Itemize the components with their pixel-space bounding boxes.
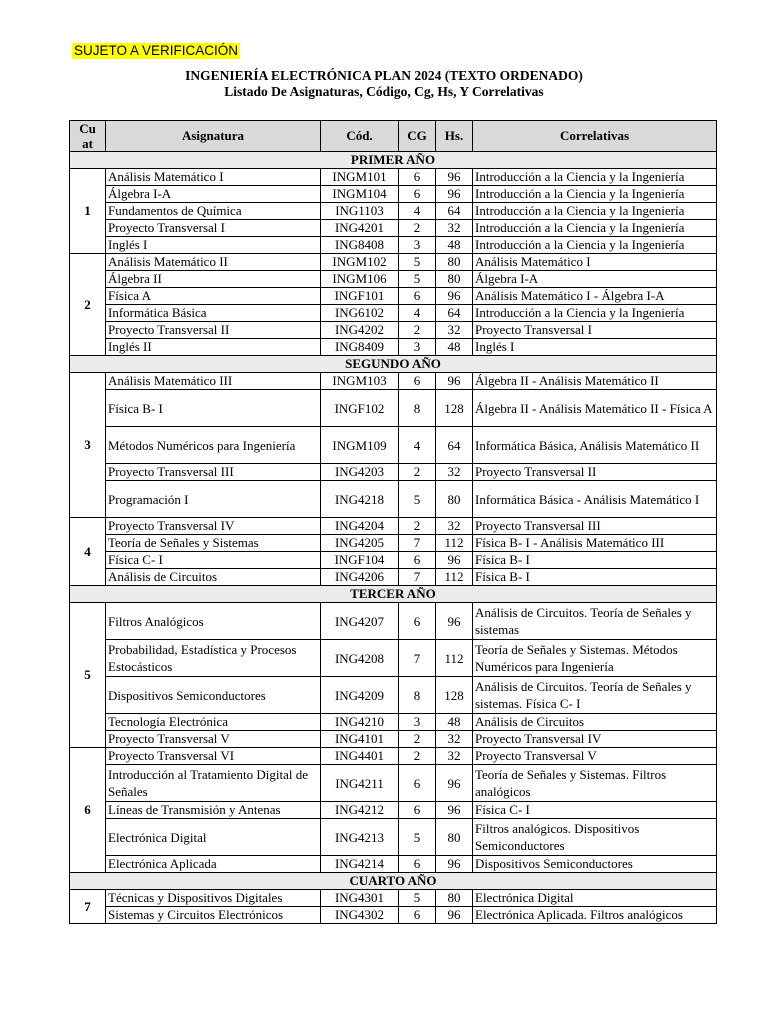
asignatura-cell: Análisis de Circuitos — [106, 569, 321, 586]
codigo-cell: ING4212 — [321, 802, 399, 819]
table-row — [70, 220, 717, 237]
cg-cell: 3 — [399, 237, 436, 254]
cg-cell: 3 — [399, 714, 436, 731]
codigo-cell: ING4101 — [321, 731, 399, 748]
asignatura-cell: Introducción al Tratamiento Digital de Señales — [106, 765, 321, 802]
hs-cell: 64 — [436, 305, 473, 322]
cg-cell: 2 — [399, 731, 436, 748]
codigo-cell: INGF104 — [321, 552, 399, 569]
hs-cell: 96 — [436, 907, 473, 924]
codigo-cell: ING4208 — [321, 640, 399, 677]
cuatrimestre-cell: 6 — [70, 748, 106, 873]
subjects-table — [69, 120, 717, 924]
hs-cell: 32 — [436, 322, 473, 339]
correlativas-cell: Análisis de Circuitos. Teoría de Señales y sistemas. Física C- I — [473, 677, 717, 714]
correlativas-cell: Física B- I — [473, 569, 717, 586]
codigo-cell: ING6102 — [321, 305, 399, 322]
codigo-cell: ING8408 — [321, 237, 399, 254]
table-row — [70, 748, 717, 765]
asignatura-cell: Técnicas y Dispositivos Digitales — [106, 890, 321, 907]
cuatrimestre-cell: 5 — [70, 603, 106, 748]
hs-cell: 96 — [436, 186, 473, 203]
table-row — [70, 819, 717, 856]
table-row — [70, 427, 717, 464]
hs-cell: 80 — [436, 481, 473, 518]
table-row — [70, 677, 717, 714]
asignatura-cell: Teoría de Señales y Sistemas — [106, 535, 321, 552]
table-row — [70, 373, 717, 390]
codigo-cell: ING4202 — [321, 322, 399, 339]
cg-cell: 4 — [399, 203, 436, 220]
year-label: CUARTO AÑO — [70, 873, 717, 890]
table-row — [70, 322, 717, 339]
table-row — [70, 518, 717, 535]
asignatura-cell: Análisis Matemático II — [106, 254, 321, 271]
table-row — [70, 907, 717, 924]
hs-cell: 80 — [436, 819, 473, 856]
cg-cell: 5 — [399, 890, 436, 907]
cg-cell: 8 — [399, 390, 436, 427]
asignatura-cell: Dispositivos Semiconductores — [106, 677, 321, 714]
hs-cell: 96 — [436, 765, 473, 802]
header-cuat: Cu at — [70, 121, 106, 152]
correlativas-cell: Análisis Matemático I - Álgebra I-A — [473, 288, 717, 305]
table-header-row — [70, 121, 717, 152]
year-row — [70, 586, 717, 603]
table-row — [70, 169, 717, 186]
header-cod: Cód. — [321, 121, 399, 152]
table-row — [70, 603, 717, 640]
asignatura-cell: Métodos Numéricos para Ingeniería — [106, 427, 321, 464]
cg-cell: 7 — [399, 535, 436, 552]
table-row — [70, 714, 717, 731]
cg-cell: 6 — [399, 802, 436, 819]
codigo-cell: ING4209 — [321, 677, 399, 714]
asignatura-cell: Física B- I — [106, 390, 321, 427]
asignatura-cell: Álgebra I-A — [106, 186, 321, 203]
correlativas-cell: Álgebra I-A — [473, 271, 717, 288]
correlativas-cell: Análisis Matemático I — [473, 254, 717, 271]
correlativas-cell: Proyecto Transversal IV — [473, 731, 717, 748]
hs-cell: 32 — [436, 220, 473, 237]
hs-cell: 96 — [436, 856, 473, 873]
codigo-cell: ING4210 — [321, 714, 399, 731]
correlativas-cell: Dispositivos Semiconductores — [473, 856, 717, 873]
codigo-cell: ING8409 — [321, 339, 399, 356]
codigo-cell: INGM103 — [321, 373, 399, 390]
correlativas-cell: Introducción a la Ciencia y la Ingeniería — [473, 169, 717, 186]
hs-cell: 64 — [436, 203, 473, 220]
year-label: TERCER AÑO — [70, 586, 717, 603]
codigo-cell: ING4401 — [321, 748, 399, 765]
correlativas-cell: Análisis de Circuitos. Teoría de Señales y sistemas — [473, 603, 717, 640]
table-row — [70, 186, 717, 203]
hs-cell: 96 — [436, 603, 473, 640]
document-title: INGENIERÍA ELECTRÓNICA PLAN 2024 (TEXTO ORDENADO) — [185, 68, 583, 83]
codigo-cell: INGM102 — [321, 254, 399, 271]
year-label: PRIMER AÑO — [70, 152, 717, 169]
cg-cell: 2 — [399, 748, 436, 765]
hs-cell: 32 — [436, 464, 473, 481]
cg-cell: 6 — [399, 373, 436, 390]
cg-cell: 2 — [399, 220, 436, 237]
hs-cell: 96 — [436, 169, 473, 186]
cg-cell: 2 — [399, 464, 436, 481]
correlativas-cell: Álgebra II - Análisis Matemático II — [473, 373, 717, 390]
asignatura-cell: Proyecto Transversal V — [106, 731, 321, 748]
hs-cell: 32 — [436, 748, 473, 765]
cuatrimestre-cell: 4 — [70, 518, 106, 586]
year-row — [70, 152, 717, 169]
cuatrimestre-cell: 3 — [70, 373, 106, 518]
table-body — [70, 152, 717, 924]
codigo-cell: ING4207 — [321, 603, 399, 640]
hs-cell: 80 — [436, 271, 473, 288]
hs-cell: 96 — [436, 552, 473, 569]
asignatura-cell: Tecnología Electrónica — [106, 714, 321, 731]
codigo-cell: ING4204 — [321, 518, 399, 535]
codigo-cell: ING4206 — [321, 569, 399, 586]
document-subtitle: Listado De Asignaturas, Código, Cg, Hs, Y Correlativas — [224, 84, 544, 99]
correlativas-cell: Inglés I — [473, 339, 717, 356]
correlativas-cell: Proyecto Transversal I — [473, 322, 717, 339]
asignatura-cell: Filtros Analógicos — [106, 603, 321, 640]
hs-cell: 112 — [436, 640, 473, 677]
hs-cell: 112 — [436, 535, 473, 552]
correlativas-cell: Proyecto Transversal II — [473, 464, 717, 481]
table-row — [70, 802, 717, 819]
hs-cell: 96 — [436, 373, 473, 390]
hs-cell: 32 — [436, 731, 473, 748]
year-label: SEGUNDO AÑO — [70, 356, 717, 373]
codigo-cell: ING4214 — [321, 856, 399, 873]
table-row — [70, 640, 717, 677]
hs-cell: 48 — [436, 714, 473, 731]
cg-cell: 6 — [399, 288, 436, 305]
correlativas-cell: Álgebra II - Análisis Matemático II - Física A — [473, 390, 717, 427]
hs-cell: 128 — [436, 677, 473, 714]
codigo-cell: INGF102 — [321, 390, 399, 427]
asignatura-cell: Inglés I — [106, 237, 321, 254]
table-row — [70, 254, 717, 271]
correlativas-cell: Teoría de Señales y Sistemas. Filtros analógicos — [473, 765, 717, 802]
asignatura-cell: Álgebra II — [106, 271, 321, 288]
asignatura-cell: Electrónica Aplicada — [106, 856, 321, 873]
table-row — [70, 390, 717, 427]
asignatura-cell: Fundamentos de Química — [106, 203, 321, 220]
correlativas-cell: Electrónica Aplicada. Filtros analógicos — [473, 907, 717, 924]
header-cg: CG — [399, 121, 436, 152]
cg-cell: 4 — [399, 305, 436, 322]
hs-cell: 96 — [436, 802, 473, 819]
codigo-cell: ING4203 — [321, 464, 399, 481]
codigo-cell: INGF101 — [321, 288, 399, 305]
asignatura-cell: Análisis Matemático I — [106, 169, 321, 186]
codigo-cell: ING4201 — [321, 220, 399, 237]
codigo-cell: ING4205 — [321, 535, 399, 552]
cg-cell: 5 — [399, 271, 436, 288]
table-row — [70, 305, 717, 322]
cg-cell: 8 — [399, 677, 436, 714]
correlativas-cell: Proyecto Transversal III — [473, 518, 717, 535]
cg-cell: 5 — [399, 819, 436, 856]
hs-cell: 48 — [436, 237, 473, 254]
correlativas-cell: Análisis de Circuitos — [473, 714, 717, 731]
table-row — [70, 339, 717, 356]
codigo-cell: INGM106 — [321, 271, 399, 288]
table-row — [70, 464, 717, 481]
codigo-cell: ING4213 — [321, 819, 399, 856]
asignatura-cell: Proyecto Transversal II — [106, 322, 321, 339]
cg-cell: 6 — [399, 186, 436, 203]
table-row — [70, 569, 717, 586]
codigo-cell: INGM101 — [321, 169, 399, 186]
correlativas-cell: Informática Básica, Análisis Matemático II — [473, 427, 717, 464]
asignatura-cell: Informática Básica — [106, 305, 321, 322]
table-row — [70, 203, 717, 220]
hs-cell: 64 — [436, 427, 473, 464]
cg-cell: 6 — [399, 552, 436, 569]
cg-cell: 7 — [399, 640, 436, 677]
asignatura-cell: Electrónica Digital — [106, 819, 321, 856]
table-row — [70, 765, 717, 802]
asignatura-cell: Sistemas y Circuitos Electrónicos — [106, 907, 321, 924]
header-asignatura: Asignatura — [106, 121, 321, 152]
codigo-cell: INGM104 — [321, 186, 399, 203]
table-row — [70, 481, 717, 518]
cuatrimestre-cell: 7 — [70, 890, 106, 924]
cg-cell: 5 — [399, 254, 436, 271]
correlativas-cell: Filtros analógicos. Dispositivos Semiconductores — [473, 819, 717, 856]
correlativas-cell: Electrónica Digital — [473, 890, 717, 907]
codigo-cell: ING4301 — [321, 890, 399, 907]
codigo-cell: ING4302 — [321, 907, 399, 924]
cg-cell: 7 — [399, 569, 436, 586]
header-correlativas: Correlativas — [473, 121, 717, 152]
hs-cell: 32 — [436, 518, 473, 535]
correlativas-cell: Proyecto Transversal V — [473, 748, 717, 765]
correlativas-cell: Física C- I — [473, 802, 717, 819]
cg-cell: 6 — [399, 907, 436, 924]
asignatura-cell: Análisis Matemático III — [106, 373, 321, 390]
cuatrimestre-cell: 2 — [70, 254, 106, 356]
correlativas-cell: Teoría de Señales y Sistemas. Métodos Numéricos para Ingeniería — [473, 640, 717, 677]
hs-cell: 112 — [436, 569, 473, 586]
correlativas-cell: Introducción a la Ciencia y la Ingeniería — [473, 203, 717, 220]
correlativas-cell: Introducción a la Ciencia y la Ingeniería — [473, 305, 717, 322]
asignatura-cell: Proyecto Transversal III — [106, 464, 321, 481]
asignatura-cell: Proyecto Transversal VI — [106, 748, 321, 765]
asignatura-cell: Inglés II — [106, 339, 321, 356]
table-row — [70, 731, 717, 748]
hs-cell: 80 — [436, 890, 473, 907]
table-row — [70, 890, 717, 907]
cg-cell: 6 — [399, 169, 436, 186]
table-row — [70, 552, 717, 569]
correlativas-cell: Física B- I - Análisis Matemático III — [473, 535, 717, 552]
hs-cell: 128 — [436, 390, 473, 427]
cg-cell: 5 — [399, 481, 436, 518]
cg-cell: 2 — [399, 518, 436, 535]
asignatura-cell: Programación I — [106, 481, 321, 518]
table-row — [70, 288, 717, 305]
table-row — [70, 237, 717, 254]
cg-cell: 6 — [399, 765, 436, 802]
cg-cell: 6 — [399, 856, 436, 873]
asignatura-cell: Líneas de Transmisión y Antenas — [106, 802, 321, 819]
correlativas-cell: Introducción a la Ciencia y la Ingeniería — [473, 186, 717, 203]
cuatrimestre-cell: 1 — [70, 169, 106, 254]
asignatura-cell: Probabilidad, Estadística y Procesos Estocásticos — [106, 640, 321, 677]
correlativas-cell: Informática Básica - Análisis Matemático I — [473, 481, 717, 518]
codigo-cell: INGM109 — [321, 427, 399, 464]
asignatura-cell: Física C- I — [106, 552, 321, 569]
verification-badge: SUJETO A VERIFICACIÓN — [74, 43, 239, 58]
hs-cell: 48 — [436, 339, 473, 356]
cg-cell: 2 — [399, 322, 436, 339]
year-row — [70, 873, 717, 890]
table-row — [70, 535, 717, 552]
asignatura-cell: Proyecto Transversal IV — [106, 518, 321, 535]
table-row — [70, 271, 717, 288]
asignatura-cell: Proyecto Transversal I — [106, 220, 321, 237]
asignatura-cell: Física A — [106, 288, 321, 305]
cg-cell: 4 — [399, 427, 436, 464]
header-hs: Hs. — [436, 121, 473, 152]
hs-cell: 80 — [436, 254, 473, 271]
hs-cell: 96 — [436, 288, 473, 305]
codigo-cell: ING1103 — [321, 203, 399, 220]
year-row — [70, 356, 717, 373]
correlativas-cell: Física B- I — [473, 552, 717, 569]
correlativas-cell: Introducción a la Ciencia y la Ingeniería — [473, 220, 717, 237]
table-row — [70, 856, 717, 873]
codigo-cell: ING4218 — [321, 481, 399, 518]
cg-cell: 3 — [399, 339, 436, 356]
correlativas-cell: Introducción a la Ciencia y la Ingeniería — [473, 237, 717, 254]
codigo-cell: ING4211 — [321, 765, 399, 802]
cg-cell: 6 — [399, 603, 436, 640]
